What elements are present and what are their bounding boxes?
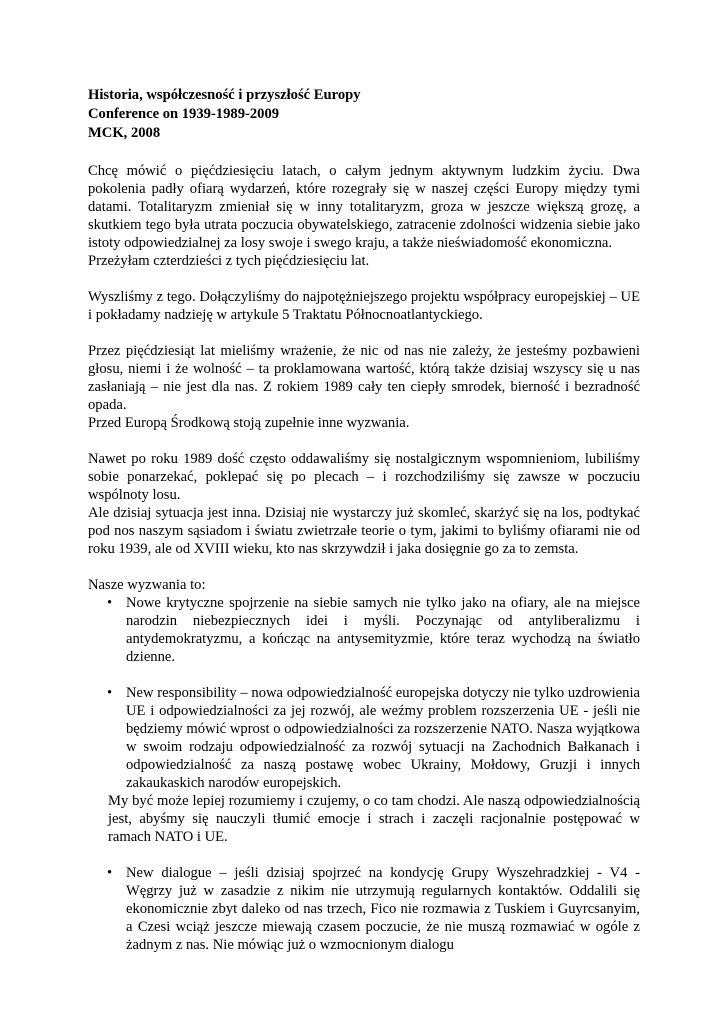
bullet-icon: • [107,595,113,611]
header-title: Historia, współczesność i przyszłość Europy [88,87,361,103]
header-venue: MCK, 2008 [88,125,161,141]
header-conference: Conference on 1939-1989-2009 [88,106,280,122]
list-item-text: Nowe krytyczne spojrzenie na siebie samych nie tylko jako na ofiary, ale na miejsce narodzin niebezpiecznych idei i myśli. Poczynając od antyliberalizmu i antydemokratyzmu, a kończąc na antysemityzmie, które teraz wychodzą na światło dzienne. [126,595,640,665]
list-item-text: New responsibility – nowa odpowiedzialność europejska dotyczy nie tylko uzdrowienia UE i odpowiedzialności za jej rozwój, ale weźmy problem rozszerzenia UE - jeśli nie będziemy mówić wprost o odpowiedzialności za rozszerzenie NATO. Nasza wyjątkowa w swoim rodzaju odpowiedzialność za rozwój sytuacji na Zachodnich Bałkanach i odpowiedzialność za naszą postawę wobec Ukrainy, Mołdowy, Gruzji i innych zakaukaskich narodów europejskich. [126,685,640,791]
list-item [88,864,640,954]
paragraph: Ale dzisiaj sytuacja jest inna. Dzisiaj nie wystarczy już skomleć, skarżyć się na los, podtykać pod nos naszym sąsiadom i światu zwietrzałe teorie o tym, jakimi to byliśmy ofiarami nie od roku 1939, ale od XVIII wieku, kto nas skrzywdził i jaka dosięgnie go za to zemsta. [88,505,640,557]
paragraph: Przez pięćdziesiąt lat mieliśmy wrażenie, że nic od nas nie zależy, że jesteśmy pozbawieni głosu, niemi i że wolność – ta proklamowana wartość, którą także dzisiaj wszyscy się u nas zasłaniają – nie jest dla nas. Z rokiem 1989 cały ten ciepły smrodek, bierność i bezradność opada. [88,343,640,413]
list-continuation: My być może lepiej rozumiemy i czujemy, o co tam chodzi. Ale naszą odpowiedzialnością jest, abyśmy się nauczyli tłumić emocje i strach i zaczęli racjonalnie postępować w ramach NATO i UE. [108,793,640,845]
challenges-list [88,864,640,954]
list-item-text: New dialogue – jeśli dzisiaj spojrzeć na kondycję Grupy Wyszehradzkiej - V4 - Węgrzy już w zasadzie z nikim nie utrzymują regularnych kontaktów. Oddalili się ekonomicznie zbyt daleko od nas trzech, Fico nie rozmawia z Tuskiem i Guyrcsanyim, a Czesi wciąż jeszcze miewają czasem poczucie, że nie muszą rozmawiać w ogóle z żadnym z nas. Nie mówiąc już o wzmocnionym dialogu [126,865,640,953]
list-item [88,594,640,666]
list-item [88,684,640,792]
document-header [88,86,361,143]
document-body [88,162,640,954]
bullet-icon: • [107,685,113,701]
bullet-icon: • [107,865,113,881]
paragraph: Przed Europą Środkową stoją zupełnie inne wyzwania. [88,415,410,431]
paragraph: Chcę mówić o pięćdziesięciu latach, o całym jednym aktywnym ludzkim życiu. Dwa pokolenia padły ofiarą wydarzeń, które rozegrały się w naszej części Europy między tymi datami. Totalitaryzm zmieniał się w inny totalitaryzm, groza w jeszcze większą grozę, a skutkiem tego była utrata poczucia obywatelskiego, zatracenie zdolności widzenia siebie jako istoty odpowiedzialnej za losy swoje i swego kraju, a także nieświadomość ekonomiczna. [88,163,640,251]
paragraph: Wyszliśmy z tego. Dołączyliśmy do najpotężniejszego projektu współpracy europejskiej – UE i pokładamy nadzieję w artykule 5 Traktatu Północnoatlantyckiego. [88,289,640,323]
paragraph: Nasze wyzwania to: [88,577,206,593]
challenges-list [88,594,640,666]
paragraph: Przeżyłam czterdzieści z tych pięćdziesięciu lat. [88,253,370,269]
paragraph: Nawet po roku 1989 dość często oddawaliśmy się nostalgicznym wspomnieniom, lubiliśmy sobie ponarzekać, poklepać się po plecach – i rozchodziliśmy się zawsze w poczuciu wspólnoty losu. [88,451,640,503]
challenges-list [88,684,640,792]
